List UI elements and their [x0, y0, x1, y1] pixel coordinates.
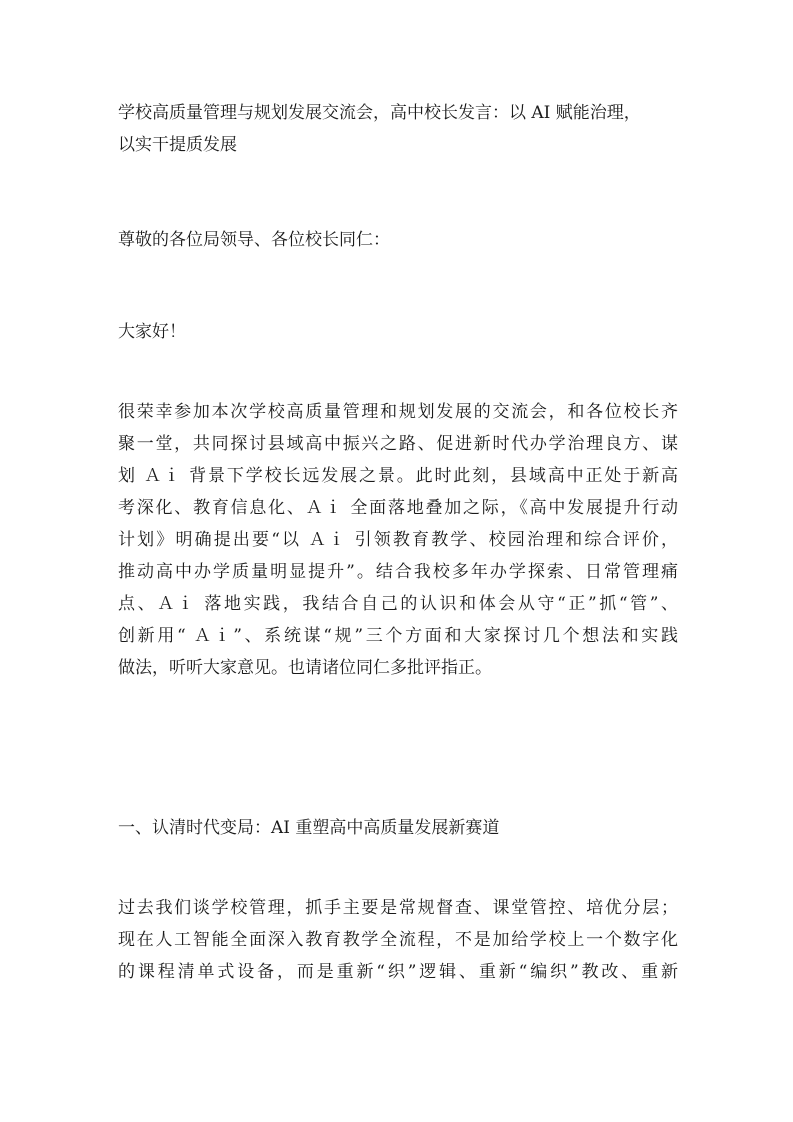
intro-line-4: 考深化、教育信息化、Ａｉ 全面落地叠加之际，《高中发展提升行动	[118, 498, 678, 518]
intro-paragraph	[118, 396, 678, 684]
document-title	[118, 97, 678, 161]
greeting-line: 大家好！	[118, 322, 186, 342]
section-line-1: 过去我们谈学校管理，抓手主要是常规督查、课堂管控、培优分层；	[118, 898, 678, 918]
intro-line-3: 划 Ａｉ 背景下学校长远发展之景。此时此刻，县域高中正处于新高	[118, 466, 678, 486]
salutation	[118, 224, 678, 256]
section-heading-line: 一、认清时代变局：AI 重塑高中高质量发展新赛道	[118, 818, 500, 838]
intro-line-1: 很荣幸参加本次学校高质量管理和规划发展的交流会，和各位校长齐	[118, 402, 678, 422]
title-line-2: 以实干提质发展	[118, 135, 237, 155]
section-line-3: 的课程清单式设备，而是重新“织”逻辑、重新“编织”教改、重新	[118, 962, 678, 982]
greeting	[118, 316, 678, 348]
title-line-1: 学校高质量管理与规划发展交流会，高中校长发言：以 AI 赋能治理，	[118, 103, 641, 123]
salutation-line: 尊敬的各位局领导、各位校长同仁：	[118, 230, 390, 250]
intro-line-6: 推动高中办学质量明显提升”。结合我校多年办学探索、日常管理痛	[118, 562, 678, 582]
intro-line-7: 点、Ａｉ 落地实践，我结合自己的认识和体会从守“正”抓“管”、	[118, 594, 678, 614]
intro-line-5: 计划》明确提出要“以 Ａｉ 引领教育教学、校园治理和综合评价，	[118, 530, 678, 550]
section-paragraph	[118, 892, 678, 988]
intro-line-8: 创新用“ Ａｉ”、系统谋“规”三个方面和大家探讨几个想法和实践	[118, 626, 678, 646]
intro-line-2: 聚一堂，共同探讨县域高中振兴之路、促进新时代办学治理良方、谋	[118, 434, 678, 454]
section-line-2: 现在人工智能全面深入教育教学全流程，不是加给学校上一个数字化	[118, 930, 678, 950]
intro-line-9: 做法，听听大家意见。也请诸位同仁多批评指正。	[118, 658, 492, 678]
section-heading	[118, 812, 678, 844]
